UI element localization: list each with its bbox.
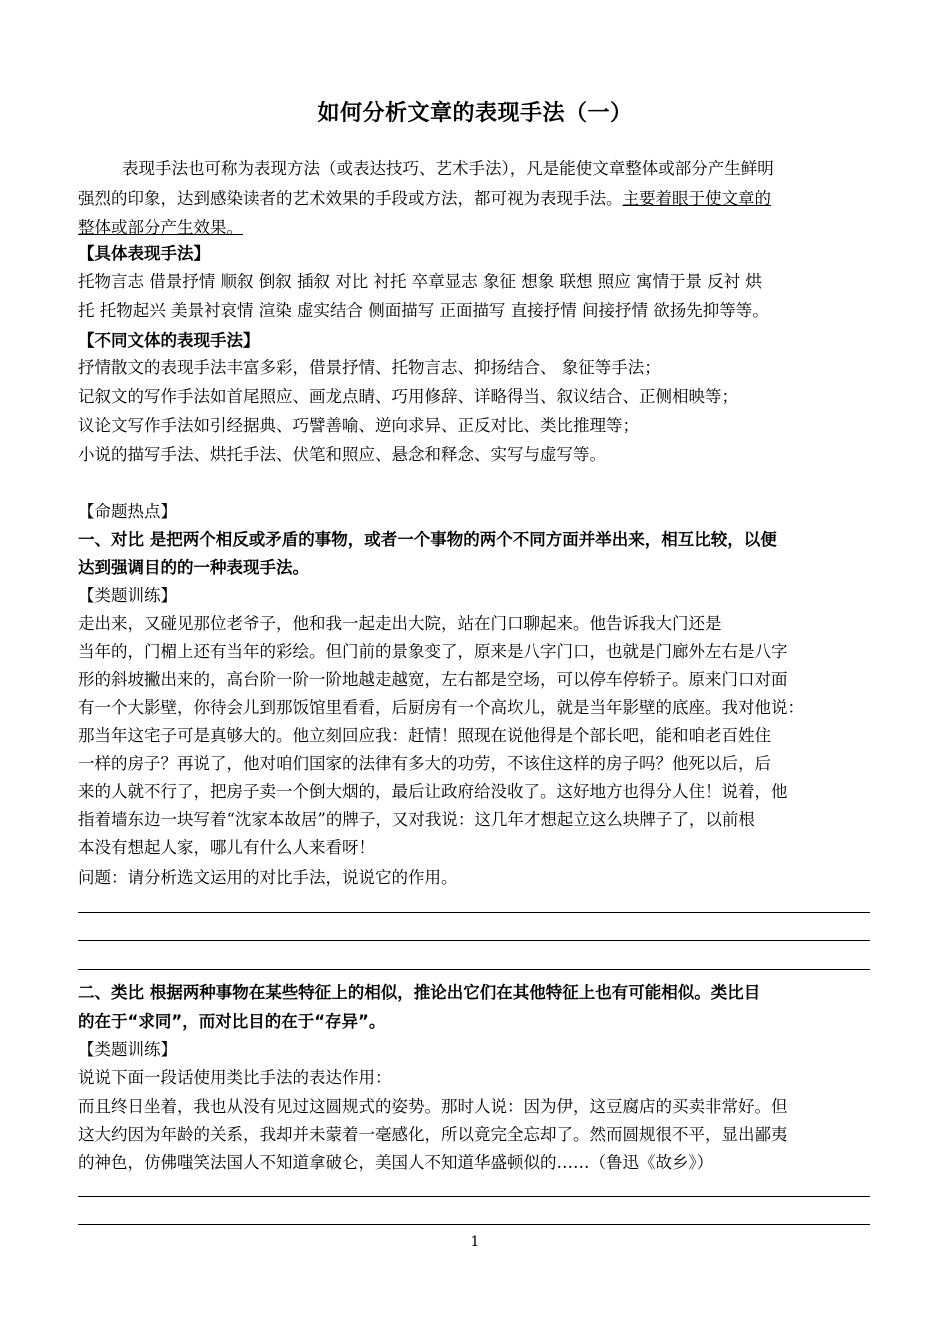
genre-item: 议论文写作手法如引经据典、巧譬善喻、逆向求异、正反对比、类比推理等； xyxy=(78,416,639,435)
passage-line: 那当年这宅子可是真够大的。他立刻回应我：赶情！照现在说他得是个部长吧，能和咱老百姓住 xyxy=(78,726,771,745)
genre-item: 抒情散文的表现手法丰富多彩，借景抒情、托物言志、抑扬结合、 象征等手法； xyxy=(78,358,661,377)
passage-line: 走出来，又碰见那位老爷子，他和我一起走出大院，站在门口聊起来。他告诉我大门还是 xyxy=(78,614,722,633)
answer-line xyxy=(78,969,870,970)
answer-line xyxy=(78,940,870,941)
section-heading-hot: 【命题热点】 xyxy=(78,502,177,521)
specific-line-1: 托物言志 借景抒情 顺叙 倒叙 插叙 对比 衬托 卒章显志 象征 想象 联想 照应 寓情于景 反衬 烘 xyxy=(78,272,762,291)
specific-line-2: 托 托物起兴 美景衬哀情 渲染 虚实结合 侧面描写 正面描写 直接抒情 间接抒情 欲扬先抑等等。 xyxy=(78,301,769,320)
passage2-line: 而且终日坐着，我也从没有见过这圆规式的姿势。那时人说：因为伊，这豆腐店的买卖非常好。但 xyxy=(78,1097,788,1116)
practice-heading-2: 【类题训练】 xyxy=(78,1040,177,1059)
passage-line: 形的斜坡撇出来的，高台阶一阶一阶地越走越宽，左右都是空场，可以停车停轿子。原来门口对面 xyxy=(78,670,788,689)
analogy-definition-line-1: 二、类比 根据两种事物在某些特征上的相似，推论出它们在其他特征上也有可能相似。类比目 xyxy=(78,983,761,1002)
genre-item: 记叙文的写作手法如首尾照应、画龙点睛、巧用修辞、详略得当、叙议结合、正侧相映等； xyxy=(78,387,738,406)
contrast-definition-line-1: 一、对比 是把两个相反或矛盾的事物，或者一个事物的两个不同方面并举出来，相互比较，以便 xyxy=(78,530,777,549)
section-heading-genres: 【不同文体的表现手法】 xyxy=(78,331,260,350)
document-title: 如何分析文章的表现手法（一） xyxy=(317,101,633,126)
passage-line: 本没有想起人家，哪儿有什么人来看呀！ xyxy=(78,838,375,857)
passage2-line: 的神色，仿佛嗤笑法国人不知道拿破仑，美国人不知道华盛顿似的……（鲁迅《故乡》） xyxy=(78,1153,714,1172)
passage-line: 当年的，门楣上还有当年的彩绘。但门前的景象变了，原来是八字门口，也就是门廊外左右是八字 xyxy=(78,642,788,661)
section-heading-specific: 【具体表现手法】 xyxy=(78,244,210,263)
question-1: 问题：请分析选文运用的对比手法，说说它的作用。 xyxy=(78,868,458,887)
answer-line xyxy=(78,1224,870,1225)
contrast-definition-line-2: 达到强调目的的一种表现手法。 xyxy=(78,558,309,577)
intro-line-2-text: 强烈的印象，达到感染读者的艺术效果的手段或方法，都可视为表现手法。 xyxy=(78,189,623,208)
passage-line: 指着墙东边一块写着“沈家本故居”的牌子，又对我说：这几年才想起立这么块牌子了，以前根 xyxy=(78,810,755,829)
passage-line: 有一个大影壁，你待会儿到那饭馆里看看，后厨房有一个高坎儿，就是当年影壁的底座。我对他说： xyxy=(78,698,804,717)
genre-item: 小说的描写手法、烘托手法、伏笔和照应、悬念和释念、实写与虚写等。 xyxy=(78,445,606,464)
passage-line: 来的人就不行了，把房子卖一个倒大烟的，最后让政府给没收了。这好地方也得分人住！说着，他 xyxy=(78,782,788,801)
question-2-intro: 说说下面一段话使用类比手法的表达作用： xyxy=(78,1068,392,1087)
page-number: 1 xyxy=(470,1234,480,1250)
answer-line xyxy=(78,912,870,913)
passage2-line: 这大约因为年龄的关系，我却并未蒙着一毫感化，所以竟完全忘却了。然而圆规很不平，显出鄙夷 xyxy=(78,1125,788,1144)
intro-line-1: 表现手法也可称为表现方法（或表达技巧、艺术手法），凡是能使文章整体或部分产生鲜明 xyxy=(122,159,774,178)
analogy-definition-line-2: 的在于“求同”，而对比目的在于“存异”。 xyxy=(78,1012,386,1031)
intro-underlined-text: 主要着眼于使文章的 xyxy=(622,189,771,208)
practice-heading-1: 【类题训练】 xyxy=(78,586,177,605)
passage-line: 一样的房子？再说了，他对咱们国家的法律有多大的功劳，不该住这样的房子吗？他死以后，后 xyxy=(78,754,771,773)
intro-line-3: 整体或部分产生效果。 xyxy=(78,218,243,237)
intro-line-2 xyxy=(78,185,872,209)
answer-line xyxy=(78,1196,870,1197)
